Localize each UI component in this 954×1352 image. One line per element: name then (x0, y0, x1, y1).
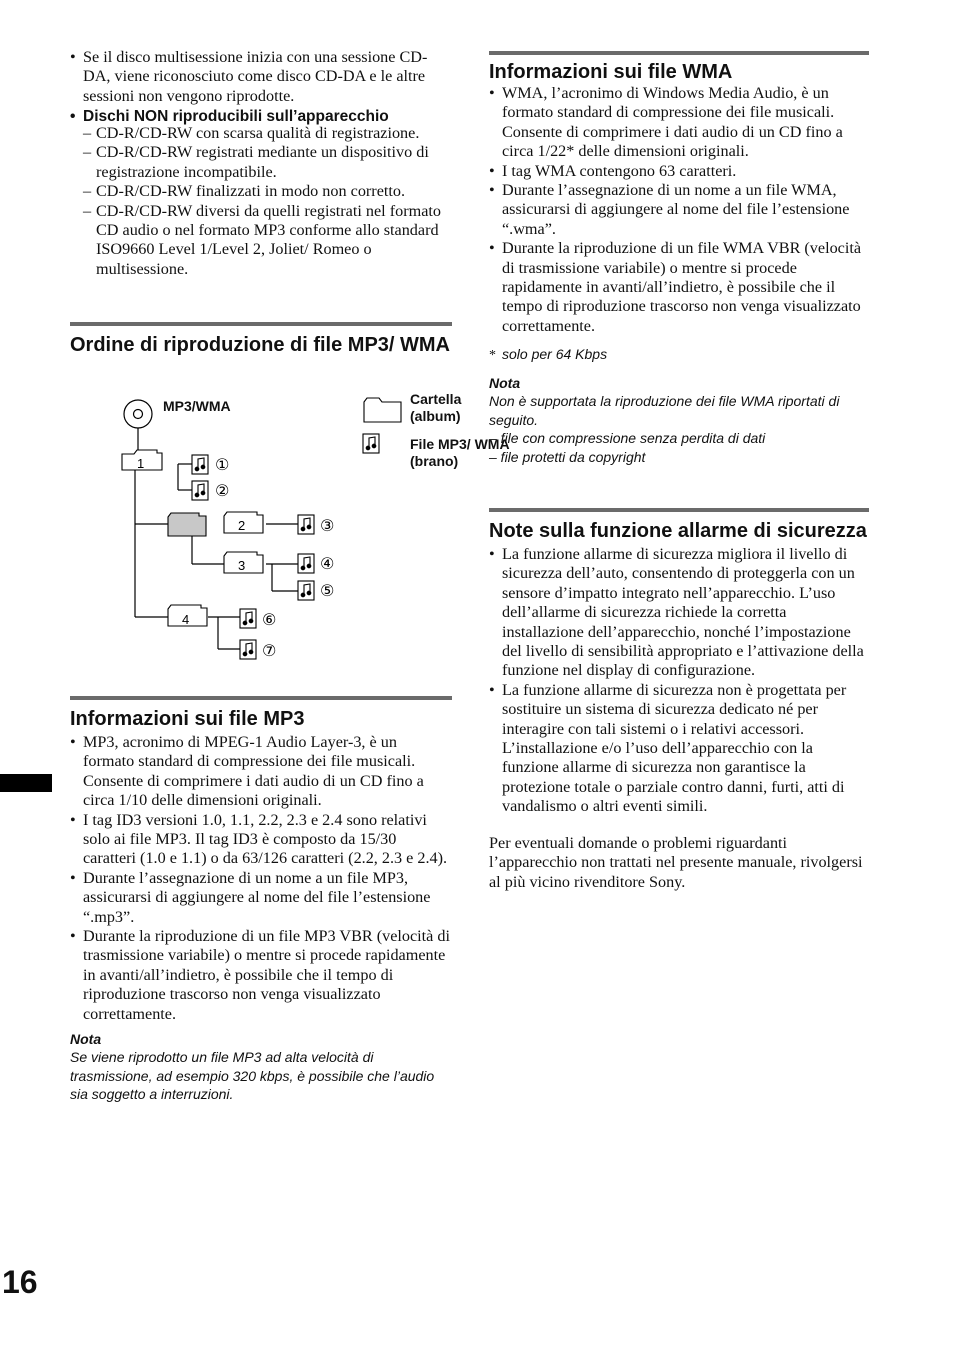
noplay-item: – CD-R/CD-RW diversi da quelli registrati nel formato CD audio o nel formato MP3 conforme allo standard ISO9660 Level 1/Level 2, Joliet/ Romeo o multisessione. (70, 202, 452, 280)
wma-note-label: Nota (489, 375, 521, 392)
mp3-note-label: Nota (70, 1031, 102, 1048)
mp3-section (70, 696, 452, 1104)
alarm-bullets (489, 545, 869, 817)
folder-tree-svg (120, 394, 450, 674)
noplay-item: – CD-R/CD-RW con scarsa qualità di registrazione. (70, 124, 452, 143)
wma-bullet: • WMA, l’acronimo di Windows Media Audio, è un formato standard di compressione dei file musicali. Consente di comprimere i dati audio di un CD fino a circa 1/22* delle dimensioni originali. (489, 84, 869, 162)
wma-bullet: • Durante l’assegnazione di un nome a un file WMA, assicurarsi di aggiungere al nome del file l’estensione “.wma”. (489, 181, 869, 239)
mp3-bullet: • Durante la riproduzione di un file MP3 VBR (velocità di trasmissione variabile) o mentre si procede rapidamente in avanti/all’indietro, è possibile che il tempo di riproduzione trascorso non venga visualizzato correttamente. (70, 927, 452, 1024)
wma-footnote (489, 345, 869, 365)
mp3-bullets (70, 733, 452, 1024)
mp3-note-text: Se viene riprodotto un file MP3 ad alta velocità di trasmissione, ad esempio 320 kbps, è possibile che l’audio sia soggetto a interruzioni. (70, 1049, 435, 1103)
intro-list (70, 48, 452, 127)
alarm-section-title: Note sulla funzione allarme di sicurezza (489, 520, 867, 542)
footnote-mark: * (489, 348, 496, 364)
noplay-item: – CD-R/CD-RW registrati mediante un dispositivo di registrazione incompatibile. (70, 143, 452, 182)
order-section-title: Ordine di riproduzione di file MP3/ WMA (70, 334, 450, 356)
legend-folder-label: Cartella (album) (410, 391, 462, 424)
wma-section (489, 51, 869, 466)
section-rule (489, 51, 869, 55)
folder-tree-diagram (120, 391, 510, 674)
legend-file-label: File MP3/ WMA (brano) (410, 436, 510, 469)
side-tab-marker (0, 774, 52, 792)
mp3-bullet: • MP3, acronimo di MPEG-1 Audio Layer-3, è un formato standard di compressione dei file musicali. Consente di comprimere i dati audio di un CD fino a circa 1/10 delle dimensioni originali. (70, 733, 452, 811)
alarm-bullet: • La funzione allarme di sicurezza non è progettata per sostituire un sistema di sicurezza dedicato né per interagire con tali sistemi o i relativi accessori. L’installazione e/o l’uso dell’apparecchio con la funzione allarme di sicurezza non garantisce la protezione totale o parziale contro danni, furti, atti di vandalismo o altri eventi simili. (489, 681, 869, 817)
music-file-icon (363, 434, 379, 453)
section-rule (70, 322, 452, 326)
folder-number: 1 (137, 456, 145, 471)
folder-number: 3 (238, 558, 246, 573)
wma-note-item: – file con compressione senza perdita di dati (489, 430, 766, 447)
order-section (70, 322, 452, 359)
wma-bullet: • Durante la riproduzione di un file WMA VBR (velocità di trasmissione variabile) o mentre si procede rapidamente in avanti/all’indietro, è possibile che il tempo di riproduzione trascorso non venga visualizzato correttamente. (489, 239, 869, 336)
root-label: MP3/WMA (163, 398, 231, 414)
legend-folder-icon (364, 398, 401, 422)
mp3-bullet: • I tag ID3 versioni 1.0, 1.1, 2.2, 2.3 e 2.4 sono relativi solo ai file MP3. Il tag ID3 è composto da 15/30 caratteri (1.0 e 1.1) o da 63/126 caratteri (2.2, 2.3 e 2.4). (70, 811, 452, 869)
noplay-item: – CD-R/CD-RW finalizzati in modo non corretto. (70, 182, 452, 201)
wma-section-title: Informazioni sui file WMA (489, 61, 733, 83)
noplay-list (70, 124, 452, 279)
music-file-icon (298, 515, 314, 534)
wma-bullets (489, 84, 869, 336)
folder-number: 4 (182, 612, 190, 627)
footnote-text: solo per 64 Kbps (502, 346, 608, 363)
folder-number: 2 (238, 518, 246, 533)
mp3-bullet: • Durante l’assegnazione di un nome a un file MP3, assicurarsi di aggiungere al nome del file l’estensione “.mp3”. (70, 869, 452, 927)
track-number: ① (215, 455, 230, 474)
noplay-heading: • Dischi NON riproducibili sull’apparecchio (70, 107, 452, 126)
closing-paragraph: Per eventuali domande o problemi riguardanti l’apparecchio non trattati nel presente manuale, rivolgersi al più vicino rivenditore Sony. (489, 833, 863, 891)
folder-icon (168, 513, 206, 536)
mp3-section-title: Informazioni sui file MP3 (70, 708, 305, 730)
track-number: ⑥ (262, 610, 277, 629)
track-number: ② (215, 481, 230, 500)
disc-icon (124, 400, 152, 428)
section-rule (489, 508, 869, 512)
music-file-icon (240, 609, 256, 628)
music-file-icon (192, 481, 208, 500)
section-rule (70, 696, 452, 700)
alarm-section (489, 508, 869, 892)
track-number: ④ (320, 554, 335, 573)
alarm-bullet: • La funzione allarme di sicurezza migliora il livello di sicurezza dell’auto, consentendo di proteggerla con un sensore d’impatto integrato nell’apparecchio. L’uso dell’allarme di sicurezza richiede la corretta installazione dell’apparecchio, nonché l’impostazione del livello di sensibilità appropriato e l’attivazione della funzione nel display di configurazione. (489, 545, 869, 681)
track-number: ⑤ (320, 581, 335, 600)
wma-note-item: – file protetti da copyright (489, 448, 646, 465)
music-file-icon (192, 455, 208, 474)
music-file-icon (298, 554, 314, 573)
track-number: ③ (320, 516, 335, 535)
wma-note-text: Non è supportata la riproduzione dei file WMA riportati di seguito. (489, 393, 840, 428)
page-number: 16 (2, 1264, 38, 1300)
track-number: ⑦ (262, 641, 277, 660)
intro-bullet: • Se il disco multisessione inizia con una sessione CD-DA, viene riconosciuto come disco CD-DA e le altre sessioni non vengono riprodotte. (70, 48, 452, 106)
music-file-icon (240, 640, 256, 659)
wma-bullet: • I tag WMA contengono 63 caratteri. (489, 162, 869, 181)
music-file-icon (298, 581, 314, 600)
